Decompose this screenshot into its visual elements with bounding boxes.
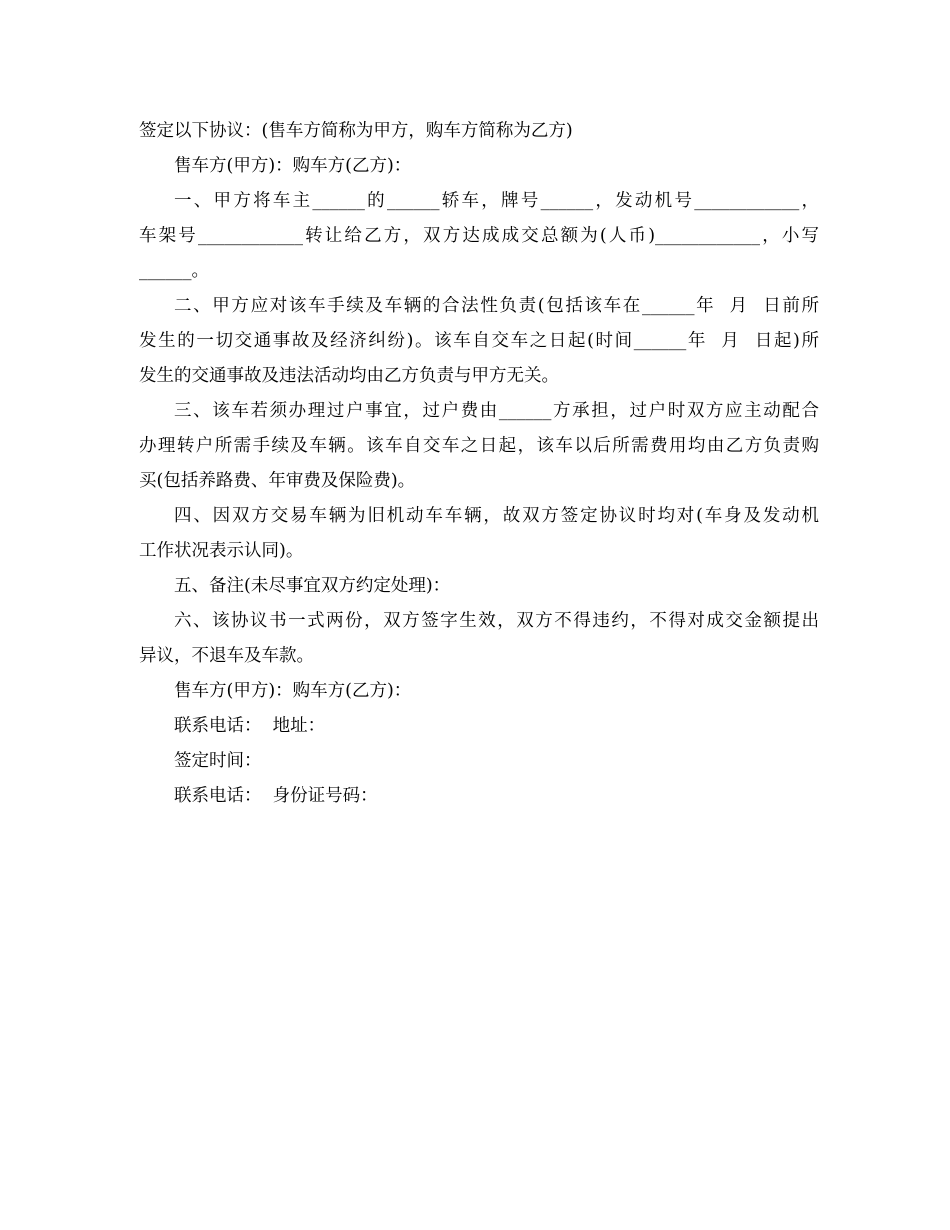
- clause-1-line-3: ______。: [139, 261, 209, 281]
- clause-1-line-2: 车架号____________转让给乙方，双方达成成交总额为(人币)____________，小写: [139, 226, 819, 246]
- clause-6-line-2: 异议，不退车及车款。: [139, 646, 314, 666]
- clause-3-line-1: 三、该车若须办理过户事宜，过户费由______方承担，过户时双方应主动配合: [174, 401, 819, 421]
- signing-date-line: 签定时间：: [174, 751, 262, 771]
- agreement-body: [139, 116, 819, 811]
- clause-3-line-3: 买(包括养路费、年审费及保险费)。: [139, 471, 416, 491]
- clause-6-line-1: 六、该协议书一式两份，双方签字生效，双方不得违约，不得对成交金额提出: [174, 611, 819, 631]
- clause-4-line-1: 四、因双方交易车辆为旧机动车车辆，故双方签定协议时均对(车身及发动机: [174, 506, 819, 526]
- clause-2-line-3: 发生的交通事故及违法活动均由乙方负责与甲方无关。: [139, 366, 559, 386]
- intro-line: 签定以下协议：(售车方简称为甲方，购车方简称为乙方): [139, 121, 573, 141]
- signature-parties-line: 售车方(甲方)：购车方(乙方)：: [174, 681, 412, 701]
- clause-2-line-2: 发生的一切交通事故及经济纠纷)。该车自交车之日起(时间______年 月 日起)所: [139, 331, 819, 351]
- clause-5-line: 五、备注(未尽事宜双方约定处理)：: [174, 576, 451, 596]
- parties-line: 售车方(甲方)：购车方(乙方)：: [174, 156, 412, 176]
- contact-address-line: 联系电话： 地址：: [174, 716, 326, 736]
- clause-2-line-1: 二、甲方应对该车手续及车辆的合法性负责(包括该车在______年 月 日前所: [174, 296, 819, 316]
- clause-3-line-2: 办理转户所需手续及车辆。该车自交车之日起，该车以后所需费用均由乙方负责购: [139, 436, 819, 456]
- contact-id-line: 联系电话： 身份证号码：: [174, 786, 378, 806]
- clause-4-line-2: 工作状况表示认同)。: [139, 541, 304, 561]
- clause-1-line-1: 一、甲方将车主______的______轿车，牌号______，发动机号____________，: [174, 191, 819, 211]
